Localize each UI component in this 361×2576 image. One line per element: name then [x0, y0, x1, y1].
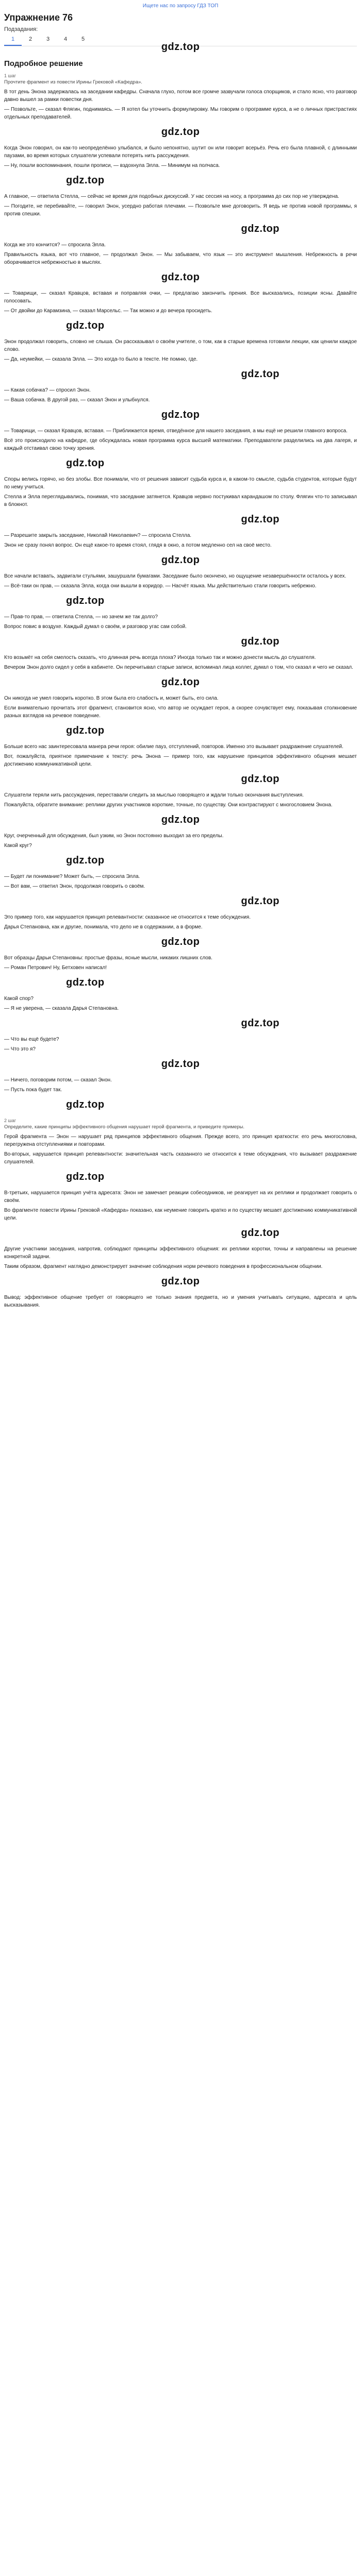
watermark: gdz.top	[161, 272, 200, 283]
solution-paragraph: Вечером Энон долго сидел у себя в кабинете. Он перечитывал старые записи, вспоминал лица коллег, думал о том, что сказал и чего не сказал.	[4, 665, 353, 670]
watermark: gdz.top	[66, 977, 105, 988]
solution-paragraph: Вот, пожалуйста, приятное примечание к тексту: речь Энона — пример того, как нарушение принципов эффективного общения мешает достижению коммуникативной цели.	[4, 754, 357, 767]
solution-paragraph: Какой спор?	[4, 996, 34, 1002]
solution-paragraph: Когда Энон говорил, он как-то неопределённо улыбался, и было непонятно, шутит он или говорит всерьёз. Речь его была плавной, с длинными паузами, во время которых слушатели успевали потерять нить рассуждения.	[4, 145, 357, 159]
solution-paragraph: Пожалуйста, обратите внимание: реплики других участников короткие, точные, по существу. Они контрастируют с многословием Энона.	[4, 802, 333, 808]
solution-paragraph: — Какая собачка? — спросил Энон.	[4, 387, 91, 393]
solution-paragraph: Всё это происходило на кафедре, где обсуждалась новая программа курса высшей математики. Преподаватели разделились на два лагеря, и каждый отстаивал свою точку зрения.	[4, 438, 357, 451]
watermark: gdz.top	[66, 1171, 105, 1182]
solution-paragraph: Слушатели теряли нить рассуждения, переставали следить за мыслью говорящего и ждали только окончания выступления.	[4, 792, 304, 798]
solution-paragraph: Дарья Степановна, как и другие, понимала, что дело не в содержании, а в форме.	[4, 924, 203, 930]
watermark: gdz.top	[161, 41, 200, 53]
watermark: gdz.top	[241, 895, 280, 907]
solution-paragraph: — Я не уверена, — сказала Дарья Степановна.	[4, 1006, 119, 1011]
watermark: gdz.top	[161, 409, 200, 420]
solution-paragraph: Энон не сразу понял вопрос. Он ещё какое-то время стоял, глядя в окно, а потом медленно сел на своё место.	[4, 543, 272, 548]
watermark: gdz.top	[66, 320, 105, 331]
solution-paragraph: Вот образцы Дарьи Степановны: простые фразы, ясные мысли, никаких лишних слов.	[4, 955, 212, 961]
solution-paragraph: — Всё-таки он прав, — сказала Элла, когда они вышли в коридор. — Насчёт языка. Мы действительно стали говорить небрежно.	[4, 583, 317, 589]
solution-paragraph: — Разрешите закрыть заседание, Николай Николаевич? — спросила Стелла.	[4, 533, 192, 538]
solution-paragraph: — Будет ли понимание? Может быть, — спросила Элла.	[4, 874, 140, 879]
solution-paragraph: — Погодите, не перебивайте, — говорил Энон, усердно работая плечами. — Позвольте мне договорить. Я ведь не против новой программы, я против спешки.	[4, 204, 357, 217]
watermark: gdz.top	[241, 1227, 280, 1239]
watermark: gdz.top	[241, 1018, 280, 1029]
solution-paragraph: А главное, — ответила Стелла, — сейчас не время для подобных дискуссий. У нас сессия на носу, а программа до сих пор не утверждена.	[4, 194, 339, 199]
solution-paragraph: — Позвольте, — сказал Флягин, поднимаясь. — Я хотел бы уточнить формулировку. Мы говорим о программе курса, а не о личных пристрастиях отдельных преподавателей.	[4, 107, 357, 120]
step-label: 1 шаг	[4, 73, 17, 78]
watermark: gdz.top	[161, 814, 200, 825]
solution-paragraph: В тот день Энона задержалась на заседании кафедры. Сначала глухо, потом все громче зазвучали голоса спорщиков, и стало ясно, что разговор давно вышел за рамки повестки дня.	[4, 89, 357, 103]
solution-paragraph: Герой фрагмента — Энон — нарушает ряд принципов эффективного общения. Прежде всего, это принцип краткости: его речь многословна, перегружена отступлениями и повторами.	[4, 1134, 357, 1147]
solution-paragraph: — Что это я?	[4, 1046, 36, 1052]
solution-paragraph: Споры велись горячо, но без злобы. Все понимали, что от решения зависит судьба курса и, в каком-то смысле, судьба студентов, которые будут по нему учиться.	[4, 477, 357, 490]
solution-block-2	[4, 1118, 357, 1309]
subtask-tab[interactable]: 3	[46, 36, 50, 42]
solution-body-2	[4, 1133, 357, 1309]
topbar-link[interactable]: Ищете нас по запросу ГДЗ ТОП	[142, 3, 219, 9]
watermark: gdz.top	[241, 636, 280, 647]
subtasks-label: Подзадания:	[4, 26, 38, 32]
solution-paragraph: — Вот вам, — ответил Энон, продолжая говорить о своём.	[4, 884, 145, 889]
watermark: gdz.top	[241, 223, 280, 234]
watermark: gdz.top	[161, 676, 200, 688]
watermark: gdz.top	[66, 595, 105, 606]
solution-paragraph: Когда же это кончится? — спросила Элла.	[4, 242, 106, 248]
solution-paragraph: Правильность языка, вот что главное, — продолжал Энон. — Мы забываем, что язык — это инструмент мышления. Небрежность в речи оборачивается небрежностью в мыслях.	[4, 252, 357, 265]
solution-paragraph: Он никогда не умел говорить коротко. В этом была его слабость и, может быть, его сила.	[4, 696, 219, 701]
subtask-tab[interactable]: 1	[4, 35, 22, 46]
solution-paragraph: — Ну, пошли воспоминания, пошли прописи, — вздохнула Элла. — Минимум на полчаса.	[4, 163, 220, 168]
watermark: gdz.top	[66, 457, 105, 469]
watermark: gdz.top	[241, 514, 280, 525]
solution-paragraph: — Что вы ещё будете?	[4, 1037, 59, 1042]
solution-paragraph: Энон продолжал говорить, словно не слыша. Он рассказывал о своём учителе, о том, как в старые времена готовили лекции, как ценили каждое слово.	[4, 339, 357, 352]
solution-paragraph: — Товарищи, — сказал Кравцов, вставая. — Приближается время, отведённое для нашего заседания, а мы ещё не решили главного вопроса.	[4, 428, 348, 434]
watermark: gdz.top	[66, 725, 105, 736]
step-label: 2 шаг	[4, 1118, 17, 1123]
solution-paragraph: — Ваша собачка. В другой раз, — сказал Энон и улыбнулся.	[4, 397, 150, 403]
solution-title: Подробное решение	[4, 59, 83, 68]
solution-paragraph: Во фрагменте повести Ирины Грековой «Кафедра» показано, как неумение говорить кратко и по существу мешает достижению коммуникативной цели.	[4, 1208, 357, 1221]
solution-paragraph: Круг, очерченный для обсуждения, был узким, но Энон постоянно выходил за его пределы.	[4, 833, 224, 839]
topbar[interactable]	[0, 0, 361, 11]
solution-paragraph: — Роман Петрович! Ну, Бетховен написал!	[4, 965, 107, 971]
solution-paragraph: — Пусть пока будет так.	[4, 1087, 62, 1093]
watermark: gdz.top	[161, 126, 200, 138]
solution-paragraph: Какой круг?	[4, 843, 32, 849]
watermark: gdz.top	[66, 1099, 105, 1110]
solution-paragraph: Если внимательно прочитать этот фрагмент, становится ясно, что автор не осуждает героя, а скорее сочувствует ему, показывая столкновение разных взглядов на речевое поведение.	[4, 705, 357, 719]
watermark: gdz.top	[161, 1058, 200, 1070]
solution-paragraph: Это пример того, как нарушается принцип релевантности: сказанное не относится к теме обсуждения.	[4, 914, 251, 920]
solution-paragraph: Вопрос повис в воздухе. Каждый думал о своём, и разговор угас сам собой.	[4, 624, 187, 630]
solution-paragraph: — Товарищи, — сказал Кравцов, вставая и поправляя очки, — предлагаю закончить прения. Все высказались, позиции ясны. Давайте голосовать.	[4, 291, 357, 304]
subtask-tab[interactable]: 5	[81, 36, 85, 42]
solution-body	[4, 88, 357, 1111]
solution-paragraph: — Да, неумейки, — сказала Элла. — Это когда-то было в тексте. Не помню, где.	[4, 357, 198, 362]
solution-paragraph: — От двойки до Карамзина, — сказал Марсельс. — Так можно и до вечера просидеть.	[4, 308, 212, 314]
watermark: gdz.top	[161, 936, 200, 947]
exercise-title: Упражнение 76	[4, 12, 73, 23]
solution-paragraph: Таким образом, фрагмент наглядно демонстрирует значение соблюдения норм речевого поведения в профессиональном общении.	[4, 1264, 323, 1269]
solution-paragraph: Все начали вставать, задвигали стульями, зашуршали бумагами. Заседание было окончено, но ощущение незавершённости осталось у всех.	[4, 573, 347, 579]
solution-paragraph: Вывод: эффективное общение требует от говорящего не только знания предмета, но и умения учитывать ситуацию, адресата и цель высказывания.	[4, 1295, 357, 1308]
subtask-tab[interactable]: 2	[28, 36, 32, 42]
solution-paragraph: Другие участники заседания, напротив, соблюдают принципы эффективного общения: их реплики коротки, точны и направлены на решение конкретной задачи.	[4, 1246, 357, 1260]
solution-paragraph: Больше всего нас заинтересовала манера речи героя: обилие пауз, отступлений, повторов. Именно это вызывает раздражение слушателей.	[4, 744, 343, 750]
page	[0, 12, 361, 1309]
step-intro: Определите, какие принципы эффективного общения нарушает герой фрагмента, и приведите примеры.	[4, 1124, 245, 1130]
watermark: gdz.top	[66, 855, 105, 866]
solution-paragraph: — Прав-то прав, — ответила Стелла, — но зачем же так долго?	[4, 614, 158, 620]
subtask-tab[interactable]: 4	[63, 36, 68, 42]
watermark: gdz.top	[241, 368, 280, 380]
solution-paragraph: Во-вторых, нарушается принцип релевантности: значительная часть сказанного не относится к теме обсуждения, что вызывает раздражение слушателей.	[4, 1151, 357, 1165]
solution-paragraph: Стелла и Элла переглядывались, понимая, что заседание затянется. Кравцов нервно постукивал карандашом по столу. Флягин что-то записывал в блокнот.	[4, 494, 357, 507]
watermark: gdz.top	[161, 554, 200, 566]
solution-paragraph: Кто возьмёт на себя смелость сказать, что длинная речь всегда плоха? Иногда только так и можно донести мысль до слушателя.	[4, 655, 316, 660]
solution-paragraph: В-третьих, нарушается принцип учёта адресата: Энон не замечает реакции собеседников, не реагирует на их реплики и продолжает говорить о своём.	[4, 1190, 357, 1204]
watermark: gdz.top	[66, 175, 105, 186]
watermark: gdz.top	[161, 1276, 200, 1287]
solution-paragraph: — Ничего, поговорим потом, — сказал Энон.	[4, 1077, 112, 1083]
step-intro: Прочтите фрагмент из повести Ирины Грековой «Кафедра».	[4, 79, 142, 85]
watermark: gdz.top	[241, 773, 280, 785]
